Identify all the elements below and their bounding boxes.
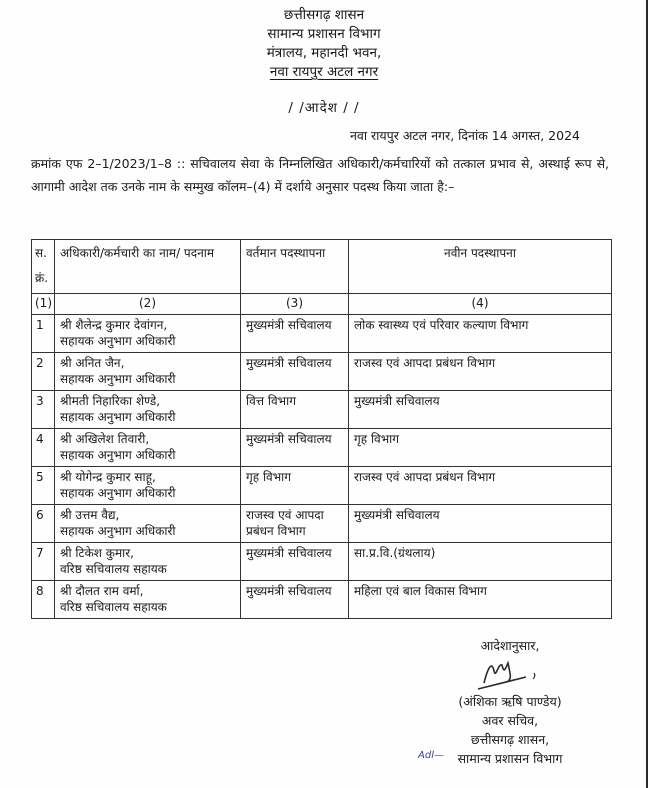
row-employee (55, 429, 241, 467)
row-serial-number: 3 (32, 391, 55, 429)
row-serial-number: 6 (32, 505, 55, 543)
row-serial-number: 1 (32, 315, 55, 353)
row-employee (55, 581, 241, 619)
new-posting: लोक स्वास्थ्य एवं परिवार कल्याण विभाग (349, 315, 612, 353)
posting-table (31, 239, 612, 619)
signature-scribble-icon (470, 657, 550, 691)
new-posting: राजस्व एवं आपदा प्रबंधन विभाग (349, 467, 612, 505)
letterhead (0, 6, 648, 82)
employee-name: श्री योगेन्द्र कुमार साहू, (60, 470, 156, 484)
column-number: (2) (55, 294, 241, 315)
row-employee (55, 353, 241, 391)
employee-designation: वरिष्ठ सचिवालय सहायक (60, 562, 167, 576)
table-row (32, 467, 612, 505)
row-serial-number: 5 (32, 467, 55, 505)
new-posting: सा.प्र.वि.(ग्रंथलाय) (349, 543, 612, 581)
employee-designation: सहायक अनुभाग अधिकारी (60, 372, 176, 386)
letterhead-line-1: छत्तीसगढ़ शासन (283, 7, 365, 23)
employee-designation: वरिष्ठ सचिवालय सहायक (60, 600, 167, 614)
current-posting: मुख्यमंत्री सचिवालय (241, 581, 349, 619)
signatory-designation: अवर सचिव, (481, 713, 539, 728)
employee-name: श्री उत्तम वैद्य, (60, 508, 120, 522)
table-row (32, 315, 612, 353)
column-number: (4) (349, 294, 612, 315)
signatory-government: छत्तीसगढ़ शासन, (470, 732, 550, 747)
row-employee (55, 391, 241, 429)
current-posting: मुख्यमंत्री सचिवालय (241, 429, 349, 467)
employee-designation: सहायक अनुभाग अधिकारी (60, 486, 176, 500)
row-serial-number: 8 (32, 581, 55, 619)
employee-name: श्री दौलत राम वर्मा, (60, 584, 144, 598)
order-title: / /आदेश / / (288, 100, 360, 116)
letterhead-line-3: मंत्रालय, महानदी भवन, (266, 45, 382, 61)
current-posting: मुख्यमंत्री सचिवालय (241, 353, 349, 391)
employee-name: श्री टिकेश कुमार, (60, 546, 134, 560)
column-number: (1) (32, 294, 55, 315)
new-posting: राजस्व एवं आपदा प्रबंधन विभाग (349, 353, 612, 391)
signatory-name: (अंशिका ऋषि पाण्डेय) (458, 694, 562, 709)
body-paragraph: क्रमांक एफ 2–1/2023/1–8 :: सचिवालय सेवा के निम्नलिखित अधिकारी/कर्मचारियों को तत्काल प्रभाव से, अस्थाई रूप से, आगामी आदेश तक उनके नाम के सम्मुख कॉलम–(4) में दर्शाये अनुसार पदस्थ किया जाता है:– (31, 156, 609, 194)
table-row (32, 429, 612, 467)
table-row (32, 391, 612, 429)
employee-name: श्री अखिलेश तिवारी, (60, 432, 150, 446)
current-posting: मुख्यमंत्री सचिवालय (241, 543, 349, 581)
employee-designation: सहायक अनुभाग अधिकारी (60, 448, 176, 462)
row-serial-number: 4 (32, 429, 55, 467)
initials-mark: Adl— (418, 750, 444, 761)
column-number: (3) (241, 294, 349, 315)
row-employee (55, 543, 241, 581)
letterhead-line-2: सामान्य प्रशासन विभाग (267, 26, 381, 42)
current-posting: गृह विभाग (241, 467, 349, 505)
dateline: नवा रायपुर अटल नगर, दिनांक 14 अगस्त, 2024 (349, 128, 580, 143)
column-number-row (32, 294, 612, 315)
header-name: अधिकारी/कर्मचारी का नाम/ पदनाम (55, 240, 241, 294)
row-employee (55, 315, 241, 353)
employee-name: श्रीमती निहारिका शेण्डे, (60, 394, 161, 408)
header-sno: स. क्रं. (32, 240, 55, 294)
employee-designation: सहायक अनुभाग अधिकारी (60, 410, 176, 424)
new-posting: मुख्यमंत्री सचिवालय (349, 391, 612, 429)
new-posting: महिला एवं बाल विकास विभाग (349, 581, 612, 619)
row-serial-number: 7 (32, 543, 55, 581)
current-posting: राजस्व एवं आपदा प्रबंधन विभाग (241, 505, 349, 543)
employee-name: श्री अनित जैन, (60, 356, 125, 370)
employee-designation: सहायक अनुभाग अधिकारी (60, 524, 176, 538)
new-posting: मुख्यमंत्री सचिवालय (349, 505, 612, 543)
header-new-posting: नवीन पदस्थापना (349, 240, 612, 294)
by-order-label: आदेशानुसार, (480, 638, 540, 653)
row-employee (55, 467, 241, 505)
table-row (32, 543, 612, 581)
employee-name: श्री शैलेन्द्र कुमार देवांगन, (60, 318, 168, 332)
table-row (32, 353, 612, 391)
table-header-row (32, 240, 612, 294)
table-row (32, 505, 612, 543)
signatory-department: सामान्य प्रशासन विभाग (457, 751, 563, 766)
table-row (32, 581, 612, 619)
new-posting: गृह विभाग (349, 429, 612, 467)
employee-designation: सहायक अनुभाग अधिकारी (60, 334, 176, 348)
current-posting: मुख्यमंत्री सचिवालय (241, 315, 349, 353)
letterhead-line-4: नवा रायपुर अटल नगर (269, 64, 379, 80)
current-posting: वित्त विभाग (241, 391, 349, 429)
header-current-posting: वर्तमान पदस्थापना (241, 240, 349, 294)
row-serial-number: 2 (32, 353, 55, 391)
row-employee (55, 505, 241, 543)
